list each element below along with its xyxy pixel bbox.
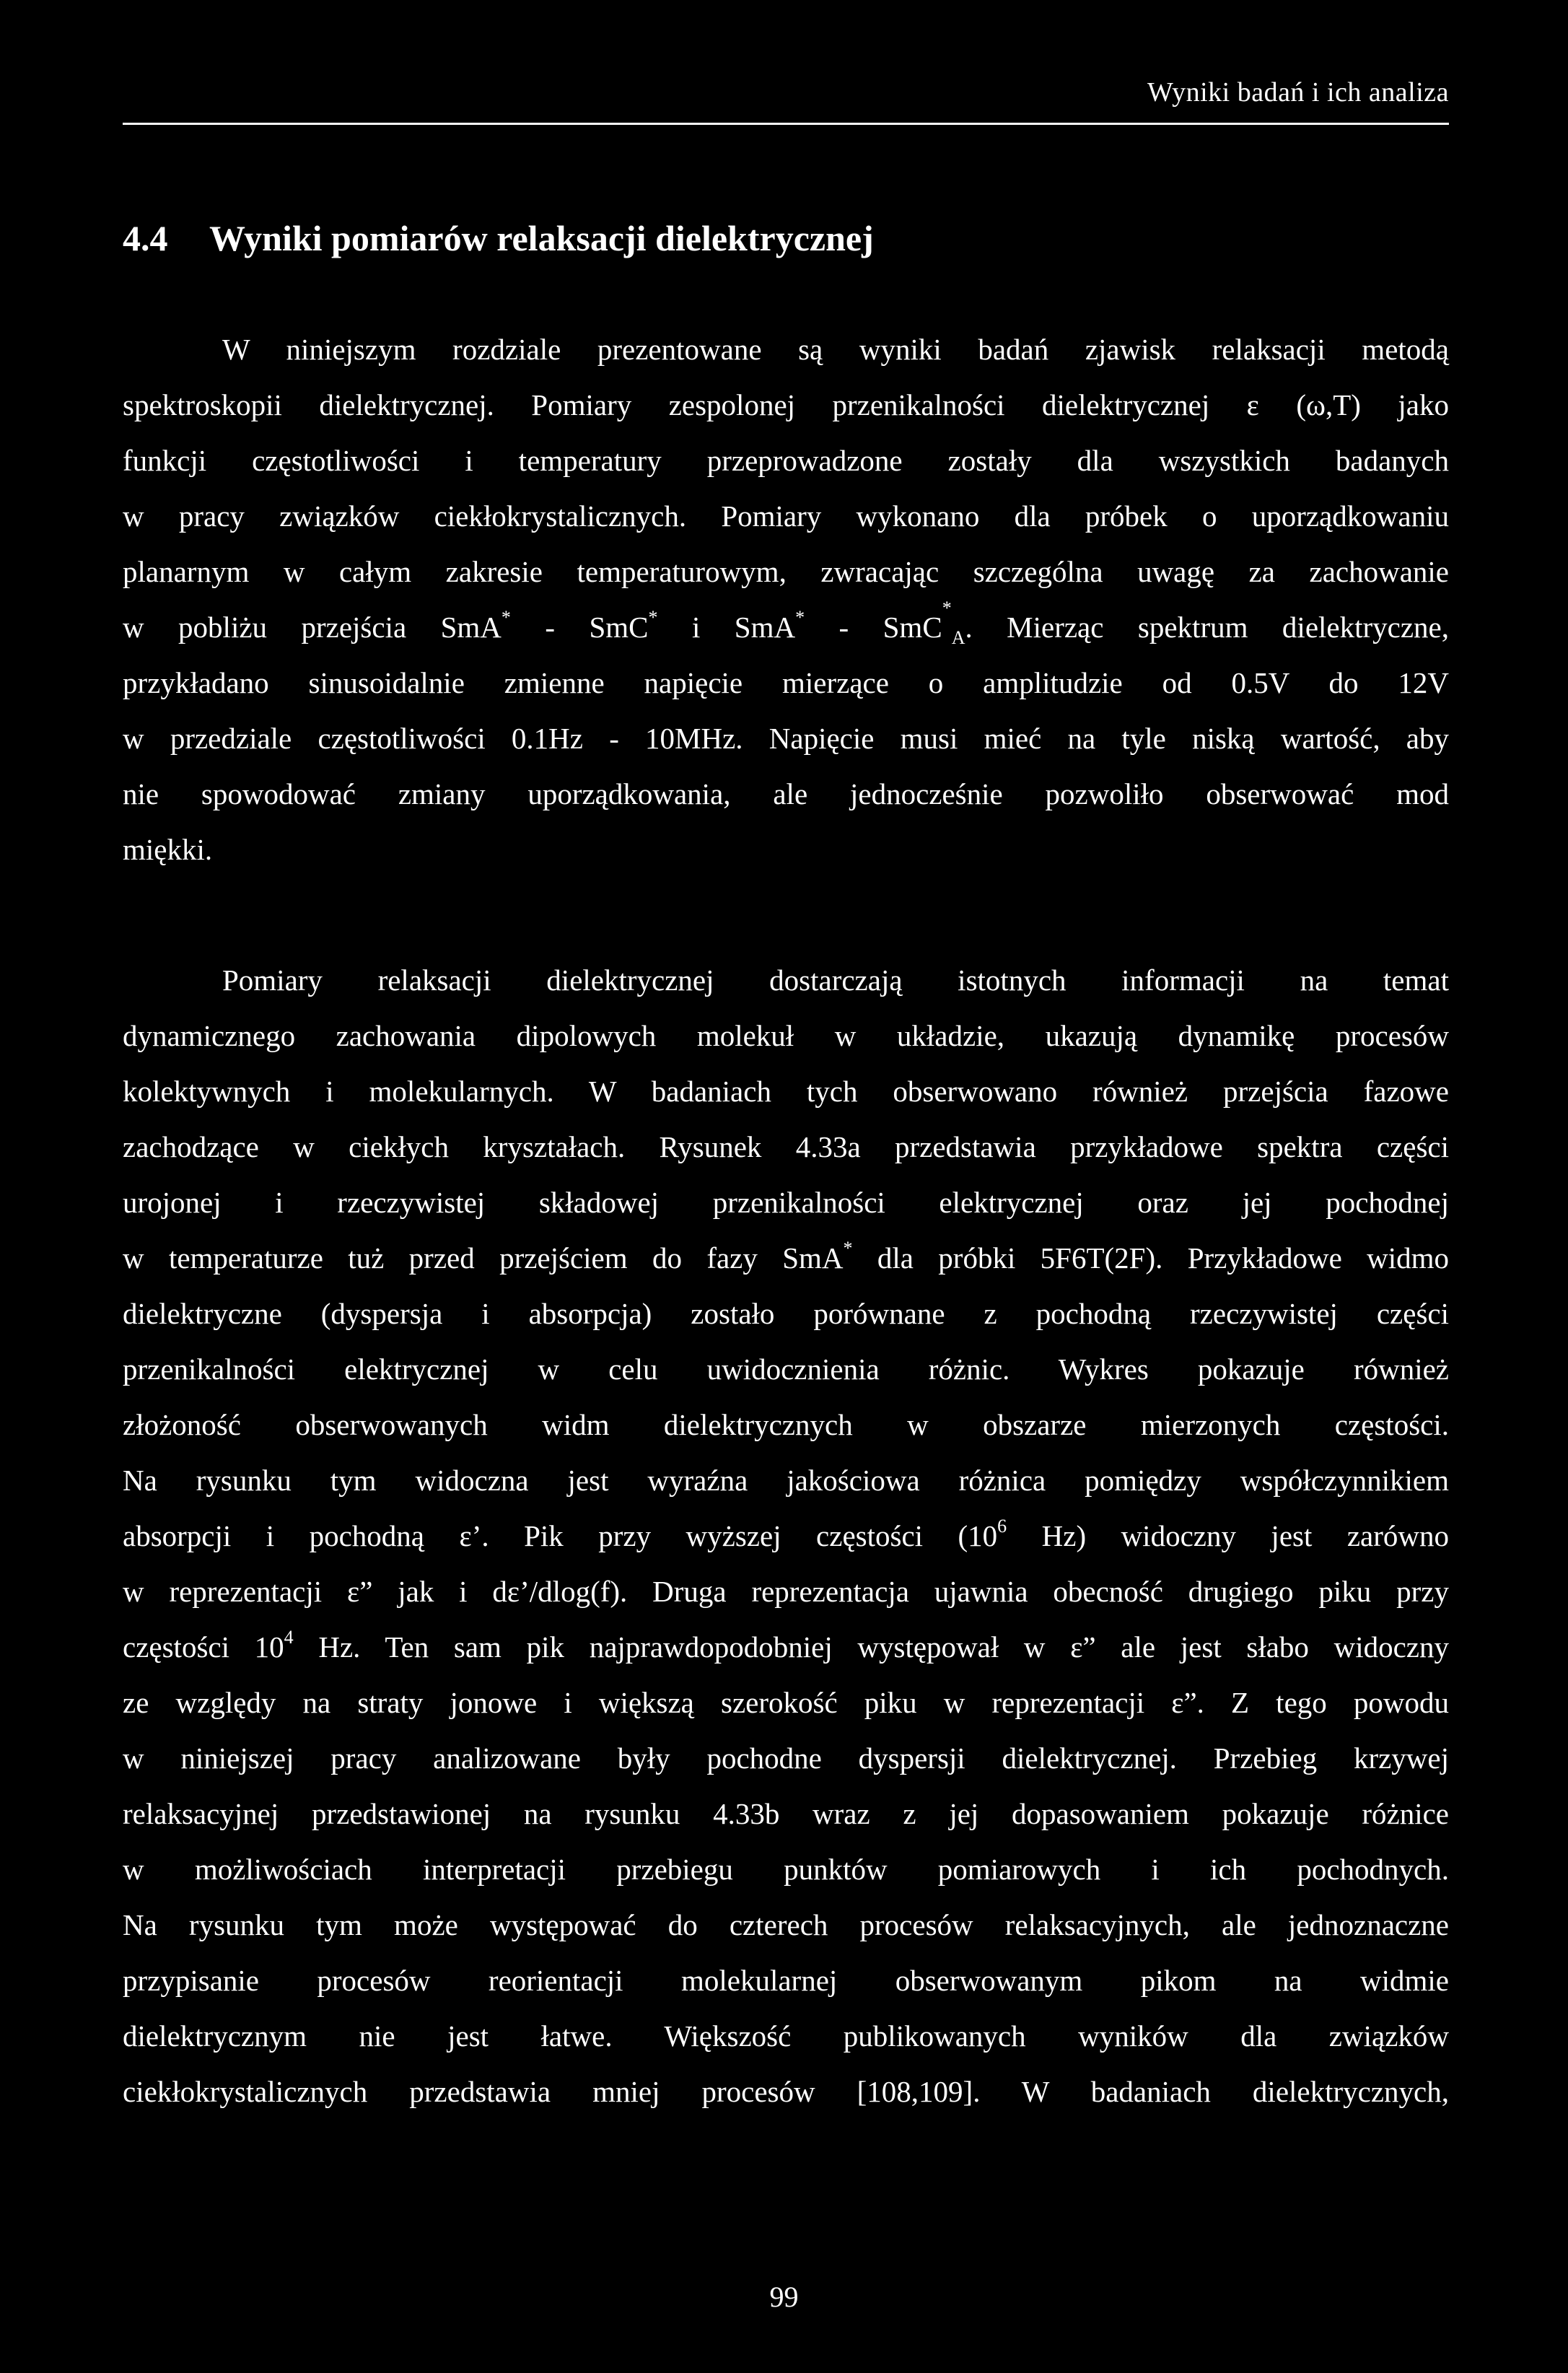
paragraph-line: przykładano sinusoidalnie zmienne napięcie mierzące o amplitudzie od 0.5V do 12V <box>123 666 1449 699</box>
paragraph-line: Pomiary relaksacji dielektrycznej dostarczają istotnych informacji na temat <box>222 963 1449 997</box>
paragraph-line: miękki. <box>123 833 213 866</box>
paragraph-line: planarnym w całym zakresie temperaturowym, zwracając szczególna uwagę za zachowanie <box>123 555 1449 588</box>
paragraph-line: w przedziale częstotliwości 0.1Hz - 10MHz. Napięcie musi mieć na tyle niską wartość, aby <box>123 722 1449 755</box>
paragraph-line: W niniejszym rozdziale prezentowane są wyniki badań zjawisk relaksacji metodą <box>222 333 1449 366</box>
paragraph-line: kolektywnych i molekularnych. W badaniach tych obserwowano również przejścia fazowe <box>123 1075 1449 1108</box>
paragraph-line: nie spowodować zmiany uporządkowania, ale jednocześnie pozwoliło obserwować mod <box>123 777 1449 810</box>
page-number: 99 <box>769 2281 799 2313</box>
paragraph-line: dynamicznego zachowania dipolowych molekuł w układzie, ukazują dynamikę procesów <box>123 1019 1449 1052</box>
paragraph-line: funkcji częstotliwości i temperatury przeprowadzone zostały dla wszystkich badanych <box>123 444 1449 477</box>
paragraph-line: Na rysunku tym może występować do czterech procesów relaksacyjnych, ale jednoznaczne <box>123 1908 1449 1941</box>
section-heading <box>123 215 1449 261</box>
paragraph-line: ze względy na straty jonowe i większą szerokość piku w reprezentacji ε”. Z tego powodu <box>123 1686 1449 1719</box>
section-number: 4.4 <box>123 218 168 258</box>
paragraph-line: urojonej i rzeczywistej składowej przenikalności elektrycznej oraz jej pochodnej <box>123 1186 1449 1219</box>
paragraph-line: absorpcji i pochodną ε’. Pik przy wyższej częstości ($10^6$ Hz) widoczny jest zarówno <box>123 1516 1449 1552</box>
paragraph-line: w pracy związków ciekłokrystalicznych. Pomiary wykonano dla próbek o uporządkowaniu <box>123 499 1449 533</box>
paragraph-line: w reprezentacji ε” jak i dε’/dlog(f). Druga reprezentacja ujawnia obecność drugiego piku przy <box>123 1575 1449 1608</box>
paragraph-line: przypisanie procesów reorientacji molekularnej obserwowanym pikom na widmie <box>123 1964 1449 1997</box>
running-header: Wyniki badań i ich analiza <box>1147 77 1449 108</box>
paragraph-line: w niniejszej pracy analizowane były pochodne dyspersji dielektrycznej. Przebieg krzywej <box>123 1741 1449 1775</box>
paragraph-line: ciekłokrystalicznych przedstawia mniej procesów [108,109]. W badaniach dielektrycznych, <box>123 2075 1449 2108</box>
paragraph-line: przenikalności elektrycznej w celu uwidocznienia różnic. Wykres pokazuje również <box>123 1352 1449 1386</box>
paragraph-line: w temperaturze tuż przed przejściem do fazy SmA* dla próbki 5F6T(2F). Przykładowe widmo <box>123 1238 1450 1275</box>
paragraph-line: Na rysunku tym widoczna jest wyraźna jakościowa różnica pomiędzy współczynnikiem <box>123 1464 1449 1497</box>
header-rule <box>123 123 1449 125</box>
paragraph-1 <box>123 322 1449 878</box>
paragraph-line: dielektryczne (dyspersja i absorpcja) zostało porównane z pochodną rzeczywistej części <box>123 1297 1449 1330</box>
paragraph-line: zachodzące w ciekłych kryształach. Rysunek 4.33a przedstawia przykładowe spektra części <box>123 1130 1449 1163</box>
paragraph-line: złożoność obserwowanych widm dielektrycznych w obszarze mierzonych częstości. <box>123 1408 1449 1441</box>
paragraph-2 <box>123 953 1449 2120</box>
paragraph-line: w pobliżu przejścia SmA* - SmC* i SmA* - SmC*$_A$. Mierząc spektrum dielektryczne, <box>123 597 1449 649</box>
paragraph-line: relaksacyjnej przedstawionej na rysunku 4.33b wraz z jej dopasowaniem pokazuje różnice <box>123 1797 1449 1830</box>
paragraph-line: spektroskopii dielektrycznej. Pomiary zespolonej przenikalności dielektrycznej ε (ω,T) jako <box>123 388 1449 421</box>
paragraph-line: dielektrycznym nie jest łatwe. Większość publikowanych wyników dla związków <box>123 2019 1449 2053</box>
section-title: Wyniki pomiarów relaksacji dielektrycznej <box>209 218 874 258</box>
paragraph-line: częstości $10^4$ Hz. Ten sam pik najprawdopodobniej występował w ε” ale jest słabo widoczny <box>123 1627 1450 1664</box>
paragraph-line: w możliwościach interpretacji przebiegu punktów pomiarowych i ich pochodnych. <box>123 1853 1449 1886</box>
